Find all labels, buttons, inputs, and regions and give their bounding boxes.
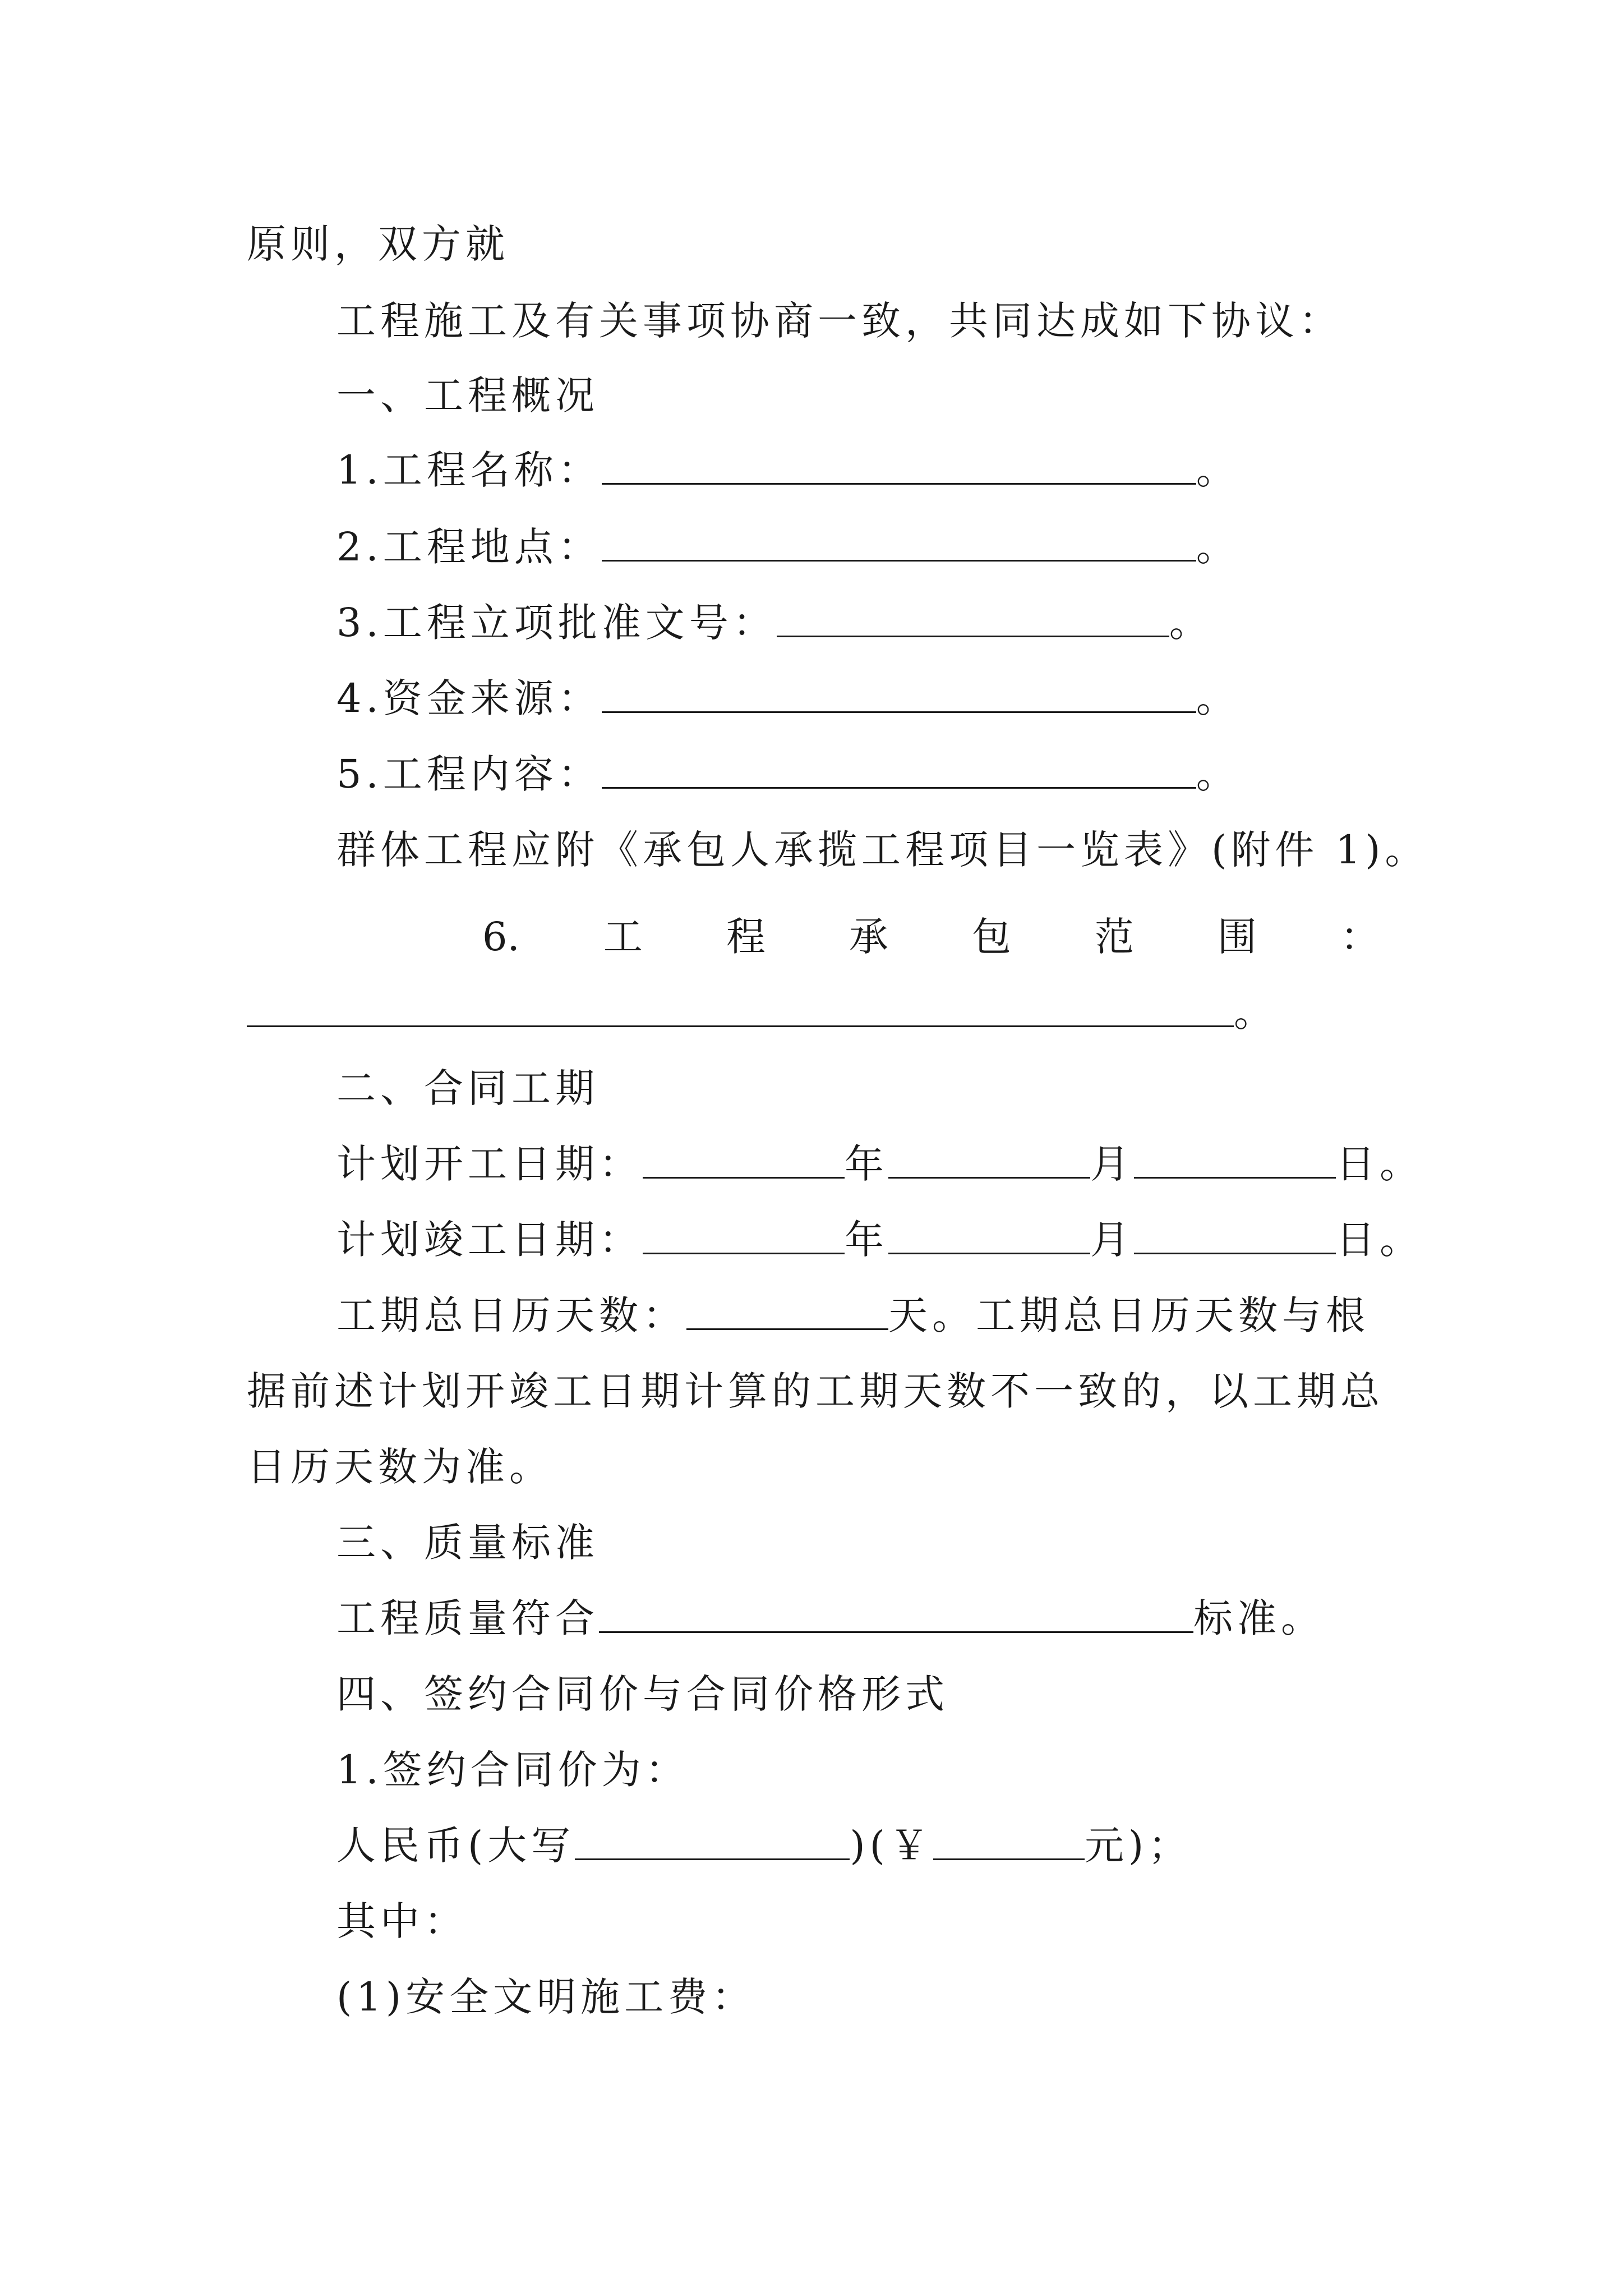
scope-char: 范 <box>1094 914 1134 960</box>
scope-char: 工 <box>603 914 643 960</box>
text-agreement-intro: 工程施工及有关事项协商一致，共同达成如下协议： <box>336 298 1343 344</box>
label-fund-source: 4.资金来源： <box>336 675 602 721</box>
blank-project-name[interactable] <box>602 439 1196 485</box>
label-quality: 工程质量符合 <box>336 1595 599 1641</box>
heading-contract-period: 二、合同工期 <box>336 1065 599 1111</box>
year-label: 年 <box>845 1217 888 1263</box>
section-heading <box>336 1512 599 1573</box>
form-line-contract-scope <box>247 906 1380 968</box>
period: 。 <box>1169 600 1213 646</box>
label-rmb-symbol: )(￥ <box>850 1823 933 1869</box>
blank-start-year[interactable] <box>643 1133 845 1179</box>
scope-char: 包 <box>971 914 1011 960</box>
blank-quality-standard[interactable] <box>599 1588 1193 1633</box>
section-heading <box>336 1057 599 1119</box>
text-line <box>247 1360 1384 1422</box>
text-principle: 原则，双方就 <box>247 221 509 267</box>
period: 。 <box>1196 447 1240 493</box>
text-total-days-end: 日历天数为准。 <box>247 1444 553 1490</box>
scope-char: 6. <box>482 914 520 960</box>
form-line-planned-completion <box>336 1209 1423 1271</box>
form-line-contract-scope-blank <box>247 982 1278 1043</box>
text-line <box>336 290 1343 352</box>
scope-char: 承 <box>849 914 888 960</box>
label-rmb-capital: 人民币(大写 <box>336 1823 575 1869</box>
label-project-location: 2.工程地点： <box>336 524 602 570</box>
blank-total-days[interactable] <box>686 1285 888 1330</box>
form-line-quality <box>336 1588 1325 1649</box>
form-line-project-name <box>336 439 1240 501</box>
day-label: 日。 <box>1336 1141 1423 1187</box>
blank-completion-month[interactable] <box>888 1209 1090 1254</box>
month-label: 月 <box>1090 1141 1134 1187</box>
label-total-days: 工期总日历天数： <box>336 1292 686 1338</box>
blank-amount-number[interactable] <box>933 1815 1085 1860</box>
text-line <box>336 819 1428 881</box>
text-total-days-rest: 天。工期总日历天数与根 <box>888 1292 1370 1338</box>
scope-char: ： <box>1340 914 1380 960</box>
text-line <box>336 1890 468 1952</box>
section-heading <box>336 365 599 426</box>
text-safety-fee: (1)安全文明施工费： <box>336 1974 756 2020</box>
heading-quality-standard: 三、质量标准 <box>336 1520 599 1566</box>
form-line-fund-source <box>336 668 1240 729</box>
blank-contract-scope[interactable] <box>247 982 1234 1027</box>
text-group-project-note: 群体工程应附《承包人承揽工程项目一览表》(附件 1)。 <box>336 827 1429 873</box>
heading-contract-price: 四、签约合同价与合同价格形式 <box>336 1671 949 1717</box>
day-label: 日。 <box>1336 1217 1423 1263</box>
text-line <box>247 1436 553 1498</box>
blank-fund-source[interactable] <box>602 668 1196 713</box>
form-line-project-location <box>336 516 1240 578</box>
label-project-content: 5.工程内容： <box>336 751 602 797</box>
form-line-approval-number <box>336 592 1213 654</box>
blank-completion-year[interactable] <box>643 1209 845 1254</box>
year-label: 年 <box>845 1141 888 1187</box>
form-line-project-content <box>336 743 1240 805</box>
period: 。 <box>1196 675 1240 721</box>
label-approval-number: 3.工程立项批准文号： <box>336 600 777 646</box>
label-planned-start: 计划开工日期： <box>336 1141 643 1187</box>
blank-approval-number[interactable] <box>777 592 1169 637</box>
text-line <box>336 1739 689 1801</box>
heading-project-overview: 一、工程概况 <box>336 372 599 418</box>
blank-project-content[interactable] <box>602 743 1196 789</box>
form-line-total-days <box>336 1285 1370 1346</box>
text-contract-price-label: 1.签约合同价为： <box>336 1747 689 1793</box>
blank-project-location[interactable] <box>602 516 1196 562</box>
blank-start-month[interactable] <box>888 1133 1090 1179</box>
text-line <box>336 1966 755 2028</box>
blank-completion-day[interactable] <box>1134 1209 1336 1254</box>
blank-start-day[interactable] <box>1134 1133 1336 1179</box>
scope-char: 程 <box>726 914 766 960</box>
form-line-planned-start <box>336 1133 1423 1195</box>
label-planned-completion: 计划竣工日期： <box>336 1217 643 1263</box>
text-line <box>247 213 509 275</box>
month-label: 月 <box>1090 1217 1134 1263</box>
label-project-name: 1.工程名称： <box>336 447 602 493</box>
blank-amount-capital[interactable] <box>575 1815 850 1860</box>
scope-char: 围 <box>1217 914 1257 960</box>
text-among-which: 其中： <box>336 1898 468 1944</box>
text-quality-end: 标准。 <box>1193 1595 1325 1641</box>
label-yuan: 元)； <box>1084 1823 1192 1869</box>
period: 。 <box>1234 990 1278 1036</box>
period: 。 <box>1196 751 1240 797</box>
section-heading <box>336 1663 949 1725</box>
form-line-rmb-amount <box>336 1815 1192 1876</box>
period: 。 <box>1196 524 1240 570</box>
text-total-days-continued: 据前述计划开竣工日期计算的工期天数不一致的，以工期总 <box>247 1368 1384 1414</box>
